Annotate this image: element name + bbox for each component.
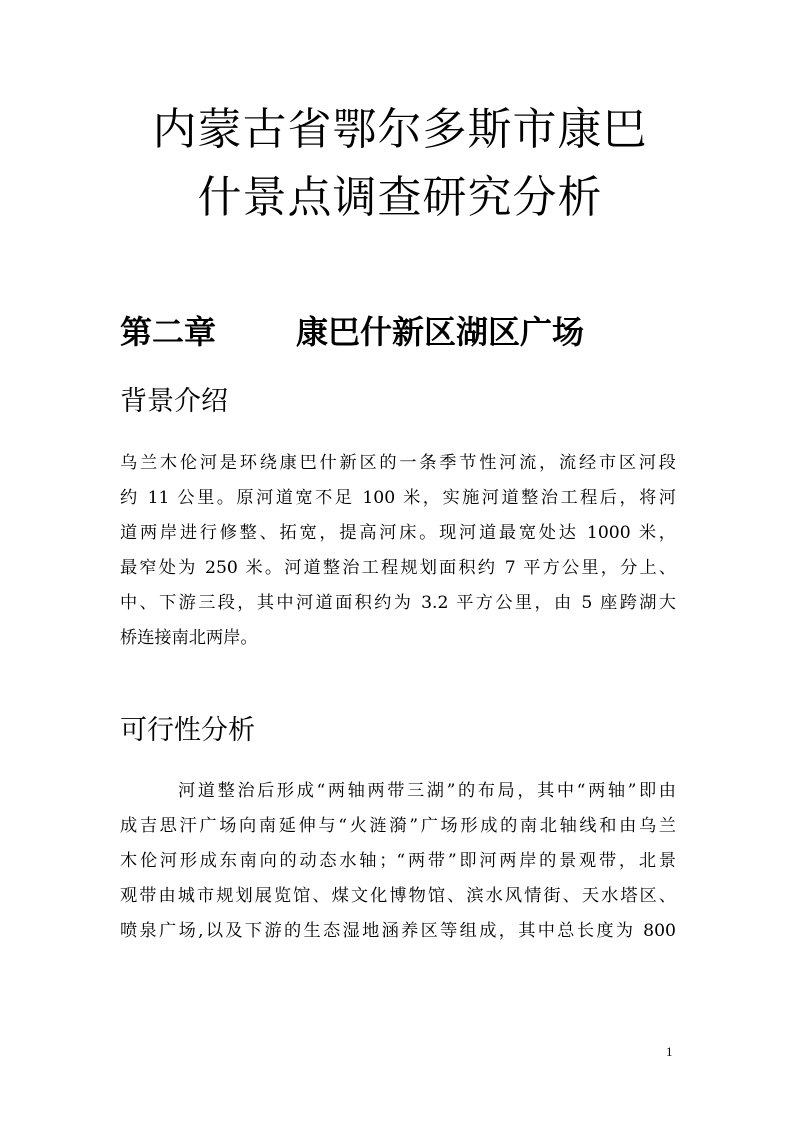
paragraph-background xyxy=(120,446,676,656)
paragraph-line: 观带由城市规划展览馆、煤文化博物馆、滨水风情街、天水塔区、 xyxy=(120,886,676,906)
chapter-number: 第二章 xyxy=(120,313,217,351)
section-heading-feasibility: 可行性分析 xyxy=(120,715,255,746)
paragraph-line: 中、下游三段，其中河道面积约为 3.2 平方公里，由 5 座跨湖大 xyxy=(120,593,676,613)
title-line-2: 什景点调查研究分析 xyxy=(197,172,603,223)
paragraph-line: 成吉思汗广场向南延伸与“火涟漪”广场形成的南北轴线和由乌兰 xyxy=(120,816,676,836)
title-line-1: 内蒙古省鄂尔多斯市康巴 xyxy=(152,104,648,155)
paragraph-line: 道两岸进行修整、拓宽，提高河床。现河道最宽处达 1000 米， xyxy=(120,523,676,543)
paragraph-line: 木伦河形成东南向的动态水轴；“两带”即河两岸的景观带，北景 xyxy=(120,851,676,871)
paragraph-line: 乌兰木伦河是环绕康巴什新区的一条季节性河流，流经市区河段 xyxy=(120,453,676,473)
paragraph-line: 喷泉广场,以及下游的生态湿地涵养区等组成，其中总长度为 800 xyxy=(120,921,676,941)
paragraph-feasibility xyxy=(120,774,676,949)
paragraph-line: 约 11 公里。原河道宽不足 100 米，实施河道整治工程后，将河 xyxy=(120,488,676,508)
section-heading-background: 背景介绍 xyxy=(120,386,228,417)
paragraph-line: 河道整治后形成“两轴两带三湖”的布局，其中“两轴”即由 xyxy=(178,781,676,801)
paragraph-line: 最窄处为 250 米。河道整治工程规划面积约 7 平方公里，分上、 xyxy=(120,558,676,578)
chapter-heading xyxy=(120,310,584,354)
document-title xyxy=(100,96,700,232)
paragraph-line: 桥连接南北两岸。 xyxy=(120,628,258,648)
page-number: 1 xyxy=(666,1044,673,1059)
chapter-title: 康巴什新区湖区广场 xyxy=(296,313,585,351)
